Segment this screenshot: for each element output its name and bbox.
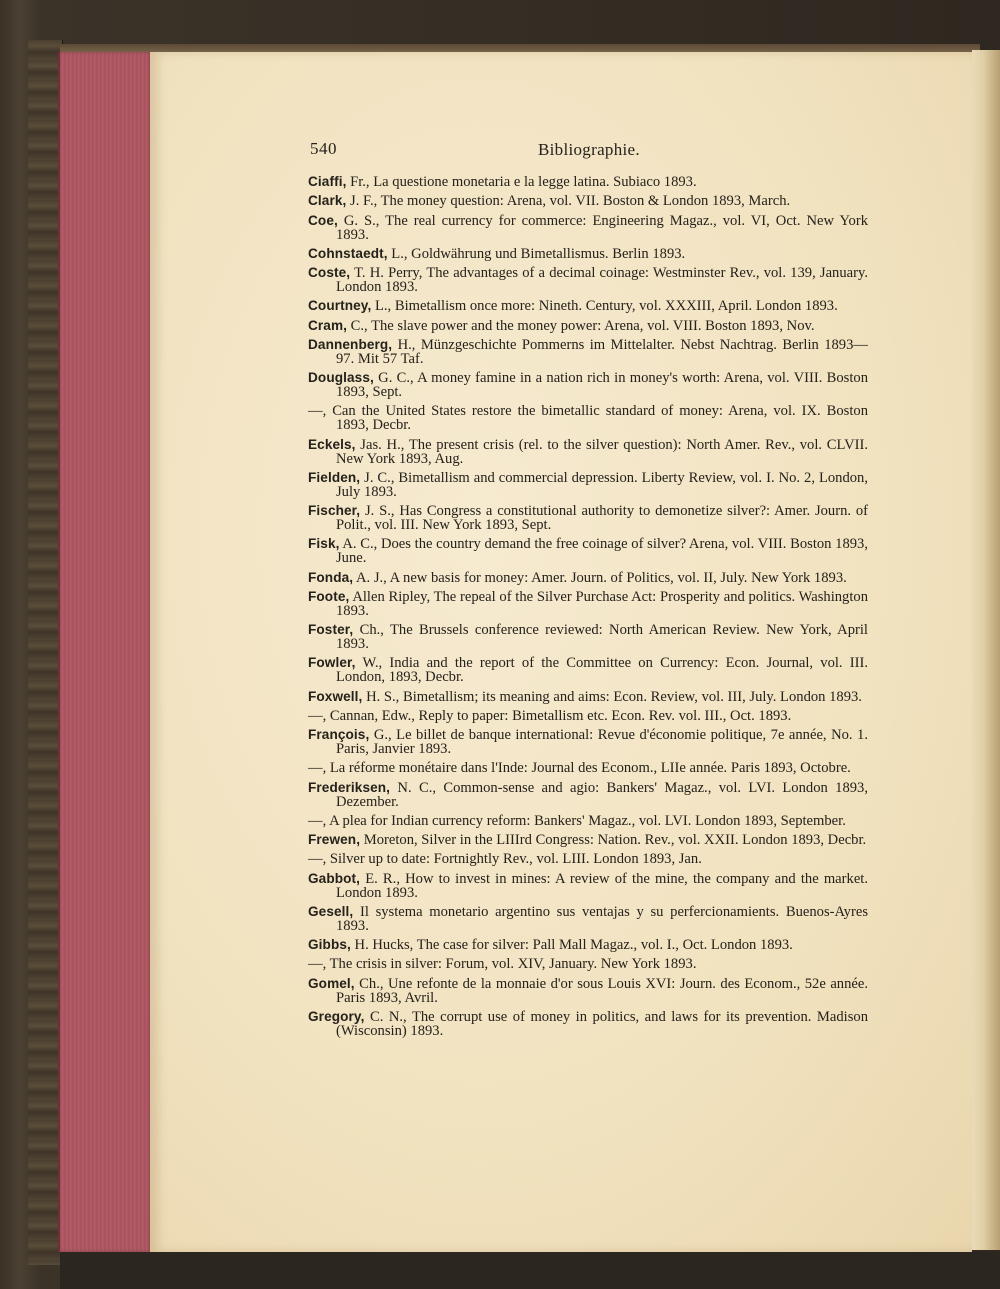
bibliography-entry: [308, 590, 868, 618]
entry-author: Courtney,: [308, 298, 372, 314]
entry-text: Il systema monetario argentino sus ventajas y su perfercionamients. Buenos-Ayres 1893.: [336, 903, 868, 934]
bibliography-entry: [308, 504, 868, 532]
entry-text: A. J., A new basis for money: Amer. Journ. of Politics, vol. II, July. New York 1893.: [353, 569, 847, 586]
entry-text: J. C., Bimetallism and commercial depression. Liberty Review, vol. I. No. 2, London, July 1893.: [336, 469, 868, 500]
entry-author: Frederiksen,: [308, 779, 391, 795]
bibliography-entry: [308, 905, 868, 933]
running-title: Bibliographie.: [538, 140, 640, 159]
bibliography-entry: [308, 957, 868, 971]
entry-text: J. S., Has Congress a constitutional authority to demonetize silver?: Amer. Journ. of Polit., vol. III. New York 1893, Sept.: [336, 503, 868, 533]
entry-text: —, A plea for Indian currency reform: Bankers' Magaz., vol. LVI. London 1893, September.: [308, 812, 846, 829]
entry-text: —, Cannan, Edw., Reply to paper: Bimetallism etc. Econ. Rev. vol. III., Oct. 1893.: [308, 707, 792, 724]
entry-author: Foster,: [308, 622, 354, 637]
entry-text: L., Bimetallism once more: Nineth. Century, vol. XXXIII, April. London 1893.: [371, 298, 838, 315]
bibliography-entry: [308, 709, 868, 723]
bibliography-entry: [308, 623, 868, 651]
entry-author: Fielden,: [308, 469, 361, 485]
entry-text: —, Can the United States restore the bimetallic standard of money: Arena, vol. IX. Boston 1893, Decbr.: [308, 403, 868, 434]
entry-text: Ch., The Brussels conference reviewed: North American Review. New York, April 1893.: [336, 622, 868, 652]
bibliography-entry: [308, 938, 868, 952]
entry-author: Clark,: [308, 193, 347, 209]
bibliography-entry: [308, 471, 868, 499]
entry-text: C., The slave power and the money power: Arena, vol. VIII. Boston 1893, Nov.: [347, 317, 815, 334]
bibliography-entry: [308, 852, 868, 866]
entry-author: Foote,: [308, 588, 350, 604]
entry-author: Foxwell,: [308, 688, 363, 704]
bibliography-entry: [308, 781, 868, 809]
entry-text: C. N., The corrupt use of money in politics, and laws for its prevention. Madison (Wisconsin) 1893.: [336, 1008, 868, 1039]
entry-text: H. Hucks, The case for silver: Pall Mall Magaz., vol. I., Oct. London 1893.: [350, 937, 793, 953]
entry-author: Ciaffi,: [308, 174, 347, 189]
entry-text: E. R., How to invest in mines: A review of the mine, the company and the market. London 1893.: [336, 870, 868, 901]
entry-author: Fonda,: [308, 569, 354, 585]
entry-text: H., Münzgeschichte Pommerns im Mittelalter. Nebst Nachtrag. Berlin 1893—97. Mit 57 Taf.: [336, 336, 868, 367]
entry-text: Jas. H., The present crisis (rel. to the silver question): North Amer. Rev., vol. CLVII. New York 1893, Aug.: [336, 436, 868, 467]
bibliography-entry: [308, 761, 868, 775]
entry-text: T. H. Perry, The advantages of a decimal coinage: Westminster Rev., vol. 139, January. London 1893.: [336, 265, 868, 295]
entry-author: Gomel,: [308, 975, 355, 991]
entry-author: Fisk,: [308, 536, 340, 552]
page-stack-red-edge: [58, 52, 152, 1252]
bibliography-entry: [308, 833, 868, 847]
bibliography-entry: [308, 338, 868, 366]
entry-text: A. C., Does the country demand the free coinage of silver? Arena, vol. VIII. Boston 1893, June.: [336, 536, 868, 567]
bibliography-entry: [308, 977, 868, 1005]
entry-text: —, Silver up to date: Fortnightly Rev., vol. LIII. London 1893, Jan.: [308, 851, 702, 868]
facing-page-edge: [972, 50, 1000, 1250]
entry-text: —, The crisis in silver: Forum, vol. XIV, January. New York 1893.: [308, 956, 697, 973]
entry-text: G. S., The real currency for commerce: Engineering Magaz., vol. VI, Oct. New York 1893.: [336, 212, 868, 243]
entry-text: Moreton, Silver in the LIIIrd Congress: Nation. Rev., vol. XXII. London 1893, Decbr.: [360, 832, 867, 848]
bibliography-entry: [308, 1010, 868, 1038]
bibliography-entry: [308, 247, 868, 261]
entry-author: Coste,: [308, 265, 351, 280]
entry-author: Gabbot,: [308, 870, 361, 886]
entry-author: Gregory,: [308, 1008, 365, 1024]
bibliography-entry: [308, 194, 868, 208]
entry-text: Allen Ripley, The repeal of the Silver Purchase Act: Prosperity and politics. Washington 1893.: [336, 588, 868, 619]
entry-author: Fischer,: [308, 503, 361, 518]
entry-author: Frewen,: [308, 832, 361, 847]
entry-text: G., Le billet de banque international: Revue d'économie politique, 7e année, No. 1. Paris, Janvier 1893.: [336, 727, 868, 757]
bibliography-entry: [308, 537, 868, 565]
entry-author: Cram,: [308, 317, 348, 333]
bibliography-entry: [308, 404, 868, 432]
entry-author: Douglass,: [308, 370, 374, 385]
bibliography-entry: [308, 728, 868, 756]
bibliography-entry: [308, 814, 868, 828]
entry-text: —, La réforme monétaire dans l'Inde: Journal des Econom., LIIe année. Paris 1893, Octobre.: [308, 760, 851, 777]
entry-author: Coe,: [308, 212, 338, 228]
bibliography-entry: [308, 214, 868, 242]
entry-text: G. C., A money famine in a nation rich in money's worth: Arena, vol. VIII. Boston 1893, Sept.: [336, 370, 868, 400]
bibliography-entry: [308, 438, 868, 466]
page-header: [310, 139, 870, 165]
entry-text: W., India and the report of the Committee on Currency: Econ. Journal, vol. III. London, 1893, Decbr.: [336, 655, 868, 686]
book-bottom-edge: [60, 1252, 1000, 1289]
entry-text: J. F., The money question: Arena, vol. VII. Boston & London 1893, March.: [346, 193, 791, 210]
bibliography-entry: [308, 872, 868, 900]
page-number: 540: [310, 139, 337, 158]
entry-author: Eckels,: [308, 436, 356, 452]
bibliography-list: [308, 175, 868, 1043]
entry-author: François,: [308, 727, 370, 742]
entry-text: H. S., Bimetallism; its meaning and aims: Econ. Review, vol. III, July. London 1893.: [362, 688, 862, 705]
bibliography-entry: [308, 571, 868, 585]
entry-author: Dannenberg,: [308, 336, 393, 352]
bibliography-entry: [308, 175, 868, 189]
entry-author: Fowler,: [308, 655, 356, 671]
entry-text: N. C., Common-sense and agio: Bankers' Magaz., vol. LVI. London 1893, Dezember.: [336, 779, 868, 810]
bibliography-entry: [308, 690, 868, 704]
entry-text: Fr., La questione monetaria e la legge latina. Subiaco 1893.: [346, 174, 697, 190]
entry-author: Gibbs,: [308, 937, 351, 952]
bibliography-entry: [308, 299, 868, 313]
entry-text: L., Goldwährung und Bimetallismus. Berlin 1893.: [387, 245, 686, 262]
bibliography-entry: [308, 266, 868, 294]
entry-author: Gesell,: [308, 903, 354, 919]
bibliography-entry: [308, 656, 868, 684]
entry-author: Cohnstaedt,: [308, 245, 388, 261]
entry-text: Ch., Une refonte de la monnaie d'or sous Louis XVI: Journ. des Econom., 52e année. Paris 1893, Avril.: [336, 975, 868, 1006]
bibliography-entry: [308, 371, 868, 399]
bibliography-entry: [308, 319, 868, 333]
